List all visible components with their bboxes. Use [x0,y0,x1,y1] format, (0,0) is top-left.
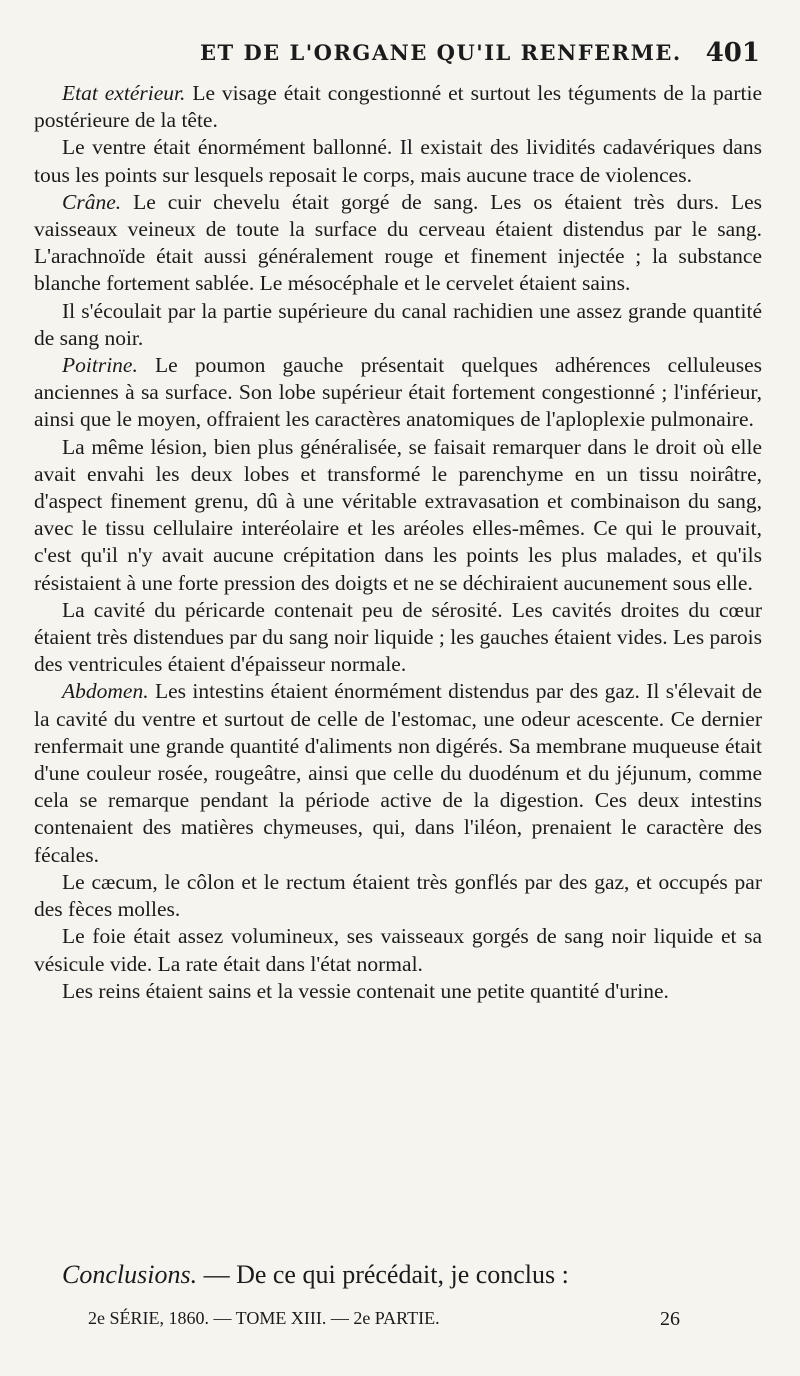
running-head [0,40,800,80]
body-text [34,80,762,1005]
paragraph-text: Le cæcum, le côlon et le rectum étaient très gonflés par des gaz, et occupés par des fèces molles. [34,869,762,922]
paragraph [34,678,762,868]
paragraph [34,597,762,679]
section-lead: Etat extérieur. [62,81,186,105]
paragraph [34,134,762,188]
paragraph-text: Le ventre était énormément ballonné. Il existait des lividités cadavériques dans tous les points sur lesquels reposait le corps, mais aucune trace de violences. [34,135,762,187]
paragraph-text: Le visage était congestionné et surtout les téguments de la partie postérieure de la tête. [34,81,762,133]
conclusions-lead: Conclusions. [62,1260,198,1289]
paragraph-text: La cavité du péricarde contenait peu de sérosité. Les cavités droites du cœur étaient très distendues par du sang noir liquide ; les gauches étaient vides. Les parois des ventricules étaient d'épaisseur normale. [34,597,762,677]
page-number: 401 [705,38,760,68]
paragraph-text: Le cuir chevelu était gorgé de sang. Les os étaient très durs. Les vaisseaux veineux de toute la surface du cerveau étaient distendus par le sang. L'arachnoïde était aussi généralement rouge et finement injectée ; la substance blanche fortement sablée. Le mésocéphale et le cervelet étaient sains. [34,189,762,296]
paragraph [34,352,762,434]
signature-number: 26 [660,1308,680,1330]
running-title: ET DE L'ORGANE QU'IL RENFERME. [200,40,682,65]
signature-series: 2e SÉRIE, 1860. — TOME XIII. — 2e PARTIE. [88,1308,440,1328]
section-lead: Poitrine. [62,353,138,378]
conclusions-text: — De ce qui précédait, je conclus : [197,1260,569,1289]
paragraph-text: Les intestins étaient énormément distendus par des gaz. Il s'élevait de la cavité du ventre et surtout de celle de l'estomac, une odeur acescente. Ce dernier renfermait une grande quantité d'aliments non digérés. Sa membrane muqueuse était d'une couleur rosée, rougeâtre, ainsi que celle du duodénum et du jéjunum, comme cela se remarque pendant la période active de la digestion. Ces deux intestins contenaient des matières chymeuses, qui, dans l'iléon, prenaient le caractère des fécales. [34,679,762,867]
paragraph-text: Le foie était assez volumineux, ses vaisseaux gorgés de sang noir liquide et sa vésicule vide. La rate était dans l'état normal. [34,924,762,976]
paragraph [34,434,762,597]
section-lead: Abdomen. [62,679,149,704]
paragraph-text: Il s'écoulait par la partie supérieure du canal rachidien une assez grande quantité de sang noir. [34,298,762,350]
conclusions-line [62,1260,569,1290]
paragraph-text: Les reins étaient sains et la vessie contenait une petite quantité d'urine. [62,978,669,1003]
paragraph-text: La même lésion, bien plus généralisée, se faisait remarquer dans le droit où elle avait envahi les deux lobes et transformé le parenchyme en un tissu noirâtre, d'aspect finement grenu, dû à une véritable extravasation et combinaison du sang, avec le tissu cellulaire interéolaire et les aréoles elles-mêmes. Ce qui le prouvait, c'est qu'il n'y avait aucune crépitation dans les points les plus malades, et qu'ils résistaient à une forte pression des doigts et ne se déchiraient aucunement sous elle. [34,434,762,595]
paragraph [34,923,762,977]
section-lead: Crâne. [62,189,122,214]
paragraph [34,869,762,923]
paragraph [34,80,762,134]
paragraph [34,978,762,1005]
paragraph [34,189,762,298]
paragraph [34,298,762,352]
paragraph-text: Le poumon gauche présentait quelques adhérences celluleuses anciennes à sa surface. Son lobe supérieur était fortement congestionné ; l'inférieur, ainsi que le moyen, offraient les caractères anatomiques de l'aploplexie pulmonaire. [34,353,762,432]
